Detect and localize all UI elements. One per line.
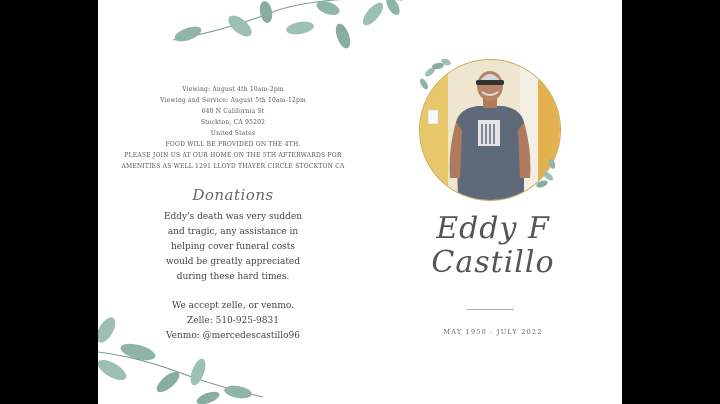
venmo-info: Venmo: @mercedescastillo96 <box>165 331 301 341</box>
food-note: FOOD WILL BE PROVIDED ON THE 4TH. <box>165 141 301 148</box>
donations-line: would be greatly appreciated <box>165 257 301 267</box>
payment-methods: We accept zelle, or venmo. <box>171 301 295 311</box>
viewing-line: Viewing: August 4th 10am-2pm <box>182 86 284 93</box>
address-country: United States <box>210 130 256 137</box>
donations-heading: Donations <box>192 186 274 204</box>
invitation-line-1: PLEASE JOIN US AT OUR HOME ON THE 5TH AFTERWARDS FOR <box>124 152 342 159</box>
service-line: Viewing and Service: August 5th 10am-12pm <box>160 97 306 104</box>
eucalyptus-top-decoration <box>168 0 408 60</box>
service-info <box>108 84 358 344</box>
last-name: Castillo <box>431 245 555 280</box>
deceased-name <box>418 212 568 280</box>
address-city: Stockton, CA 95202 <box>200 119 266 126</box>
zelle-info: Zelle: 510-925-9831 <box>187 316 279 326</box>
invitation-line-2: AMENITIES AS WELL 1291 LLOYD THAYER CIRCLE STOCKTON CA <box>121 163 345 170</box>
portrait-leaf-accents <box>416 56 566 206</box>
service-details <box>108 84 358 172</box>
donations-line: helping cover funeral costs <box>170 242 296 252</box>
donations-line: during these hard times. <box>176 272 290 282</box>
life-dates: MAY 1950 - JULY 2022 <box>443 328 543 336</box>
first-name: Eddy F <box>436 211 550 246</box>
donations-line: and tragic, any assistance in <box>167 227 299 237</box>
memorial-card <box>98 0 622 404</box>
name-divider <box>466 309 514 310</box>
donations-line: Eddy's death was very sudden <box>163 212 303 222</box>
portrait-frame <box>416 56 566 206</box>
donations-text <box>108 210 358 344</box>
address-street: 640 N California St <box>201 108 265 115</box>
